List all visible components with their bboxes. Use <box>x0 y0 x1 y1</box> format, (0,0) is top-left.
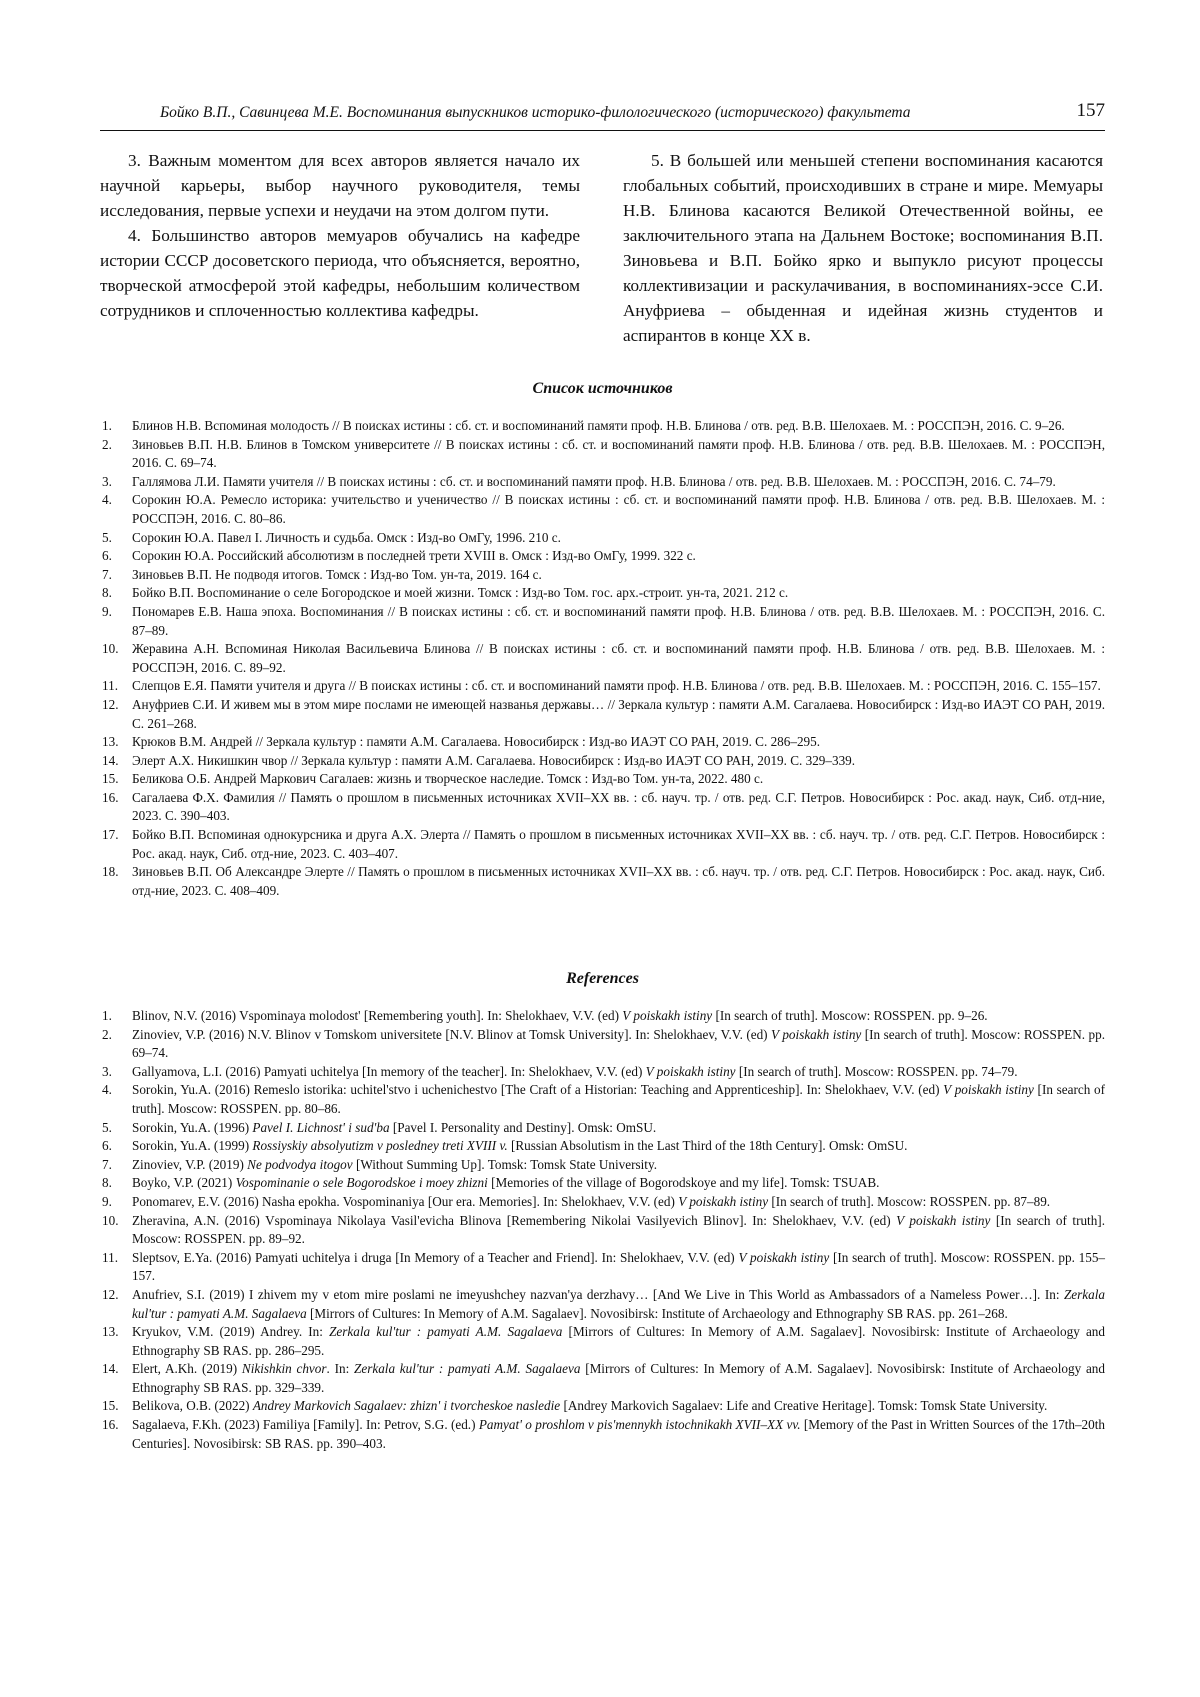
list-item <box>100 1026 1105 1063</box>
list-item <box>100 584 1105 603</box>
reference-text: . In: <box>326 1361 355 1377</box>
reference-text: [In search of truth]. Moscow: ROSSPEN. pp. 87–89. <box>768 1193 1051 1209</box>
reference-text: Зиновьев В.П. Н.В. Блинов в Томском университете // В поисках истины : сб. ст. и воспоминаний памяти проф. Н.В. Блинова / отв. ред. В.В. Шелохаев. М. : РОССПЭН, 2016. С. 69–74. <box>132 436 1105 471</box>
reference-text: Sagalaeva, F.Kh. (2023) Familiya [Family]. In: Petrov, S.G. (ed.) <box>132 1417 479 1433</box>
reference-title-italic: Zerkala kul'tur : pamyati A.M. Sagalaeva <box>132 1286 1105 1321</box>
running-header <box>100 100 1105 131</box>
reference-title-italic: Zerkala kul'tur : pamyati A.M. Sagalaeva <box>329 1324 563 1340</box>
reference-number: 15. <box>102 1398 119 1414</box>
reference-title-italic: Pavel I. Lichnost' i sud'ba <box>252 1119 390 1135</box>
references-list <box>100 1007 1105 1453</box>
reference-text: Sorokin, Yu.A. (2016) Remeslo istorika: uchitel'stvo i uchenichestvo [The Craft of a Historian: Teaching and Apprenticeship]. In: Shelokhaev, V.V. (ed) <box>132 1082 944 1098</box>
reference-number: 3. <box>102 1063 112 1079</box>
reference-number: 7. <box>102 566 112 582</box>
list-item <box>100 863 1105 900</box>
reference-text: Сагалаева Ф.Х. Фамилия // Память о прошлом в письменных источниках XVII–XX вв. : сб. науч. тр. / отв. ред. С.Г. Петров. Новосибирск : Рос. акад. наук, Сиб. отд-ние, 2023. С. 390–403. <box>132 789 1105 824</box>
reference-text: Жеравина А.Н. Вспоминая Николая Васильевича Блинова // В поисках истины : сб. ст. и воспоминаний памяти проф. Н.В. Блинова / отв. ред. В.В. Шелохаев. М. : РОССПЭН, 2016. С. 89–92. <box>132 641 1105 675</box>
reference-title-italic: Ne podvodya itogov <box>247 1156 353 1172</box>
reference-text: Zheravina, A.N. (2016) Vspominaya Nikolaya Vasil'evicha Blinova [Remembering Nikolai Vasilyevich Blinov]. In: Shelokhaev, V.V. (ed) <box>132 1212 897 1228</box>
reference-text: Элерт А.Х. Никишкин чвор // Зеркала культур : памяти А.М. Сагалаева. Новосибирск : Изд-во ИАЭТ СО РАН, 2019. С. 329–339. <box>132 752 856 768</box>
reference-title-italic: Zerkala kul'tur : pamyati A.M. Sagalaeva <box>354 1361 581 1377</box>
reference-title-italic: V poiskakh istiny <box>678 1193 769 1209</box>
reference-text: Бойко В.П. Вспоминая однокурсника и друга А.Х. Элерта // Память о прошлом в письменных источниках XVII–XX вв. : сб. науч. тр. / отв. ред. С.Г. Петров. Новосибирск : Рос. акад. наук, Сиб. отд-ние, 2023. С. 403–407. <box>132 827 1105 861</box>
list-item <box>100 1063 1105 1082</box>
list-item <box>100 529 1105 548</box>
list-item <box>100 789 1105 826</box>
reference-text: Зиновьев В.П. Об Александре Элерте // Память о прошлом в письменных источниках XVII–XX вв. : сб. науч. тр. / отв. ред. С.Г. Петров. Новосибирск : Рос. акад. наук, Сиб. отд-ние, 2023. С. 408–409. <box>132 864 1105 898</box>
body-paragraph: 4. Большинство авторов мемуаров обучались на кафедре истории СССР досоветского периода, что объясняется, вероятно, творческой атмосферой этой кафедры, небольшим количеством сотрудников и сплоченностью коллектива кафедры. <box>100 226 580 320</box>
list-item <box>100 1193 1105 1212</box>
reference-number: 5. <box>102 1119 112 1135</box>
list-item <box>100 1119 1105 1138</box>
reference-title-italic: Andrey Markovich Sagalaev: zhizn' i tvorcheskoe nasledie <box>252 1398 561 1414</box>
list-item <box>100 1397 1105 1416</box>
list-item <box>100 640 1105 677</box>
list-item <box>100 1360 1105 1397</box>
reference-number: 10. <box>102 641 119 657</box>
reference-text: [Without Summing Up]. Tomsk: Tomsk State University. <box>352 1156 657 1172</box>
reference-number: 6. <box>102 548 112 564</box>
list-item <box>100 733 1105 752</box>
reference-text: Boyko, V.P. (2021) <box>132 1175 236 1191</box>
reference-number: 11. <box>102 678 118 694</box>
reference-number: 7. <box>102 1156 112 1172</box>
reference-number: 9. <box>102 603 112 619</box>
reference-number: 12. <box>102 1286 119 1302</box>
reference-number: 15. <box>102 771 119 787</box>
reference-number: 1. <box>102 1008 112 1023</box>
reference-text: [Mirrors of Cultures: In Memory of A.M. Sagalaev]. Novosibirsk: Institute of Archaeology and Ethnography SB RAS. pp. 261–268. <box>306 1305 1008 1321</box>
reference-text: Блинов Н.В. Вспоминая молодость // В поисках истины : сб. ст. и воспоминаний памяти проф. Н.В. Блинова / отв. ред. В.В. Шелохаев. М. : РОССПЭН, 2016. С. 9–26. <box>132 418 1065 433</box>
reference-title-italic: Rossiyskiy absolyutizm v posledney treti XVIII v. <box>252 1138 508 1154</box>
reference-text: Пономарев Е.В. Наша эпоха. Воспоминания // В поисках истины : сб. ст. и воспоминаний памяти проф. Н.В. Блинова / отв. ред. В.В. Шелохаев. М. : РОССПЭН, 2016. С. 87–89. <box>132 603 1105 638</box>
list-item <box>100 1249 1105 1286</box>
reference-number: 4. <box>102 1082 112 1098</box>
reference-title-italic: Vospominanie o sele Bogorodskoe i moey zhizni <box>235 1175 488 1191</box>
reference-text: Зиновьев В.П. Не подводя итогов. Томск : Изд-во Том. ун-та, 2019. 164 с. <box>132 566 542 582</box>
right-column <box>623 148 1103 348</box>
reference-text: Anufriev, S.I. (2019) I zhivem my v etom mire poslami ne imeyushchey nazvan'ya derzhavy… [And We Live in This World as Ambassadors of a Nameless Power…]. In: <box>132 1286 1064 1302</box>
reference-title-italic: V poiskakh istiny <box>645 1063 736 1079</box>
reference-text: [In search of truth]. Moscow: ROSSPEN. pp. 89–92. <box>132 1212 1106 1247</box>
reference-text: Сорокин Ю.А. Павел I. Личность и судьба. Омск : Изд-во ОмГу, 1996. 210 с. <box>132 529 561 545</box>
reference-text: Zinoviev, V.P. (2016) N.V. Blinov v Tomskom universitete [N.V. Blinov at Tomsk University]. In: Shelokhaev, V.V. (ed) <box>132 1026 772 1042</box>
reference-title-italic: Nikishkin chvor <box>241 1361 327 1377</box>
list-item <box>100 1081 1105 1118</box>
reference-number: 10. <box>102 1212 119 1228</box>
reference-number: 9. <box>102 1193 112 1209</box>
list-item <box>100 417 1105 436</box>
reference-number: 18. <box>102 864 119 880</box>
reference-number: 16. <box>102 1417 119 1433</box>
reference-number: 14. <box>102 752 119 768</box>
list-item <box>100 1156 1105 1175</box>
body-paragraph: 3. Важным моментом для всех авторов является начало их научной карьеры, выбор научного руководителя, темы исследования, первые успехи и неудачи на этом долгом пути. <box>100 151 580 220</box>
reference-text: [Russian Absolutism in the Last Third of the 18th Century]. Omsk: OmSU. <box>507 1138 908 1154</box>
reference-title-italic: V poiskakh istiny <box>943 1082 1034 1098</box>
reference-text: Ануфриев С.И. И живем мы в этом мире послами не имеющей названья державы… // Зеркала культур : памяти А.М. Сагалаева. Новосибирск : Изд-во ИАЭТ СО РАН, 2019. С. 261–268. <box>132 696 1105 731</box>
reference-text: Elert, A.Kh. (2019) <box>132 1361 242 1377</box>
reference-number: 12. <box>102 696 119 712</box>
list-item <box>100 566 1105 585</box>
reference-text: Ponomarev, E.V. (2016) Nasha epokha. Vospominaniya [Our era. Memories]. In: Shelokhaev, V.V. (ed) <box>132 1193 679 1209</box>
list-item <box>100 436 1105 473</box>
reference-text: [Mirrors of Cultures: In Memory of A.M. Sagalaev]. Novosibirsk: Institute of Archaeology and Ethnography SB RAS. pp. 329–339. <box>132 1361 1105 1395</box>
reference-title-italic: V poiskakh istiny <box>896 1212 991 1228</box>
reference-text: Gallyamova, L.I. (2016) Pamyati uchitelya [In memory of the teacher]. In: Shelokhaev, V.V. (ed) <box>132 1063 646 1079</box>
page-number: 157 <box>1076 100 1105 121</box>
reference-number: 8. <box>102 1175 112 1191</box>
reference-number: 1. <box>102 418 112 433</box>
reference-number: 2. <box>102 1026 112 1042</box>
reference-text: [Andrey Markovich Sagalaev: Life and Creative Heritage]. Tomsk: Tomsk State University. <box>560 1398 1048 1414</box>
list-item <box>100 1212 1105 1249</box>
list-item <box>100 1416 1105 1453</box>
list-item <box>100 473 1105 492</box>
list-item <box>100 547 1105 566</box>
list-item <box>100 1137 1105 1156</box>
reference-text: Беликова О.Б. Андрей Маркович Сагалаев: жизнь и творческое наследие. Томск : Изд-во Том. ун-та, 2022. 480 с. <box>132 771 764 787</box>
reference-number: 17. <box>102 827 119 843</box>
reference-text: [In search of truth]. Moscow: ROSSPEN. pp. 74–79. <box>735 1063 1018 1079</box>
reference-text: Sleptsov, E.Ya. (2016) Pamyati uchitelya i druga [In Memory of a Teacher and Friend]. In: Shelokhaev, V.V. (ed) <box>132 1249 739 1265</box>
list-item <box>100 1007 1105 1026</box>
reference-text: Бойко В.П. Воспоминание о селе Богородское и моей жизни. Томск : Изд-во Том. гос. арх.-строит. ун-та, 2021. 212 с. <box>132 585 789 601</box>
list-item <box>100 603 1105 640</box>
reference-text: [In search of truth]. Moscow: ROSSPEN. pp. 80–86. <box>132 1082 1105 1116</box>
reference-number: 13. <box>102 734 119 750</box>
list-item <box>100 1286 1105 1323</box>
reference-text: [In search of truth]. Moscow: ROSSPEN. pp. 69–74. <box>132 1026 1105 1061</box>
running-title: Бойко В.П., Савинцева М.Е. Воспоминания выпускников историко-филологического (исторического) факультета <box>160 104 911 121</box>
reference-number: 4. <box>102 492 112 508</box>
reference-text: Галлямова Л.И. Памяти учителя // В поисках истины : сб. ст. и воспоминаний памяти проф. Н.В. Блинова / отв. ред. В.В. Шелохаев. М. : РОССПЭН, 2016. С. 74–79. <box>132 473 1056 489</box>
reference-number: 8. <box>102 585 112 601</box>
reference-number: 2. <box>102 436 112 452</box>
reference-title-italic: V poiskakh istiny <box>738 1249 830 1265</box>
left-column <box>100 148 580 323</box>
reference-text: [Memories of the village of Bogorodskoye and my life]. Tomsk: TSUAB. <box>487 1175 880 1191</box>
reference-number: 5. <box>102 529 112 545</box>
reference-text: [In search of truth]. Moscow: ROSSPEN. pp. 9–26. <box>712 1008 988 1023</box>
reference-number: 11. <box>102 1249 118 1265</box>
reference-text: [Mirrors of Cultures: In Memory of A.M. Sagalaev]. Novosibirsk: Institute of Archaeology and Ethnography SB RAS. pp. 286–295. <box>132 1324 1105 1358</box>
reference-text: Sorokin, Yu.A. (1999) <box>132 1138 253 1154</box>
sources-list <box>100 417 1105 900</box>
list-item <box>100 1174 1105 1193</box>
list-item <box>100 752 1105 771</box>
list-item <box>100 770 1105 789</box>
reference-title-italic: Pamyat' o proshlom v pis'mennykh istochnikakh XVII–XX vv. <box>478 1417 801 1433</box>
reference-number: 6. <box>102 1138 112 1154</box>
reference-text: [In search of truth]. Moscow: ROSSPEN. pp. 155–157. <box>132 1249 1106 1284</box>
reference-number: 16. <box>102 789 119 805</box>
list-item <box>100 1323 1105 1360</box>
reference-text: Сорокин Ю.А. Ремесло историка: учительство и ученичество // В поисках истины : сб. ст. и воспоминаний памяти проф. Н.В. Блинова / отв. ред. В.В. Шелохаев. М. : РОССПЭН, 2016. С. 80–86. <box>132 492 1105 526</box>
reference-text: Blinov, N.V. (2016) Vspominaya molodost' [Remembering youth]. In: Shelokhaev, V.V. (ed) <box>132 1008 623 1023</box>
list-item <box>100 677 1105 696</box>
reference-text: Крюков В.М. Андрей // Зеркала культур : памяти А.М. Сагалаева. Новосибирск : Изд-во ИАЭТ СО РАН, 2019. С. 286–295. <box>132 734 821 750</box>
references-title: References <box>566 970 639 987</box>
body-paragraph: 5. В большей или меньшей степени воспоминания касаются глобальных событий, происходивших в стране и мире. Мемуары Н.В. Блинова касаются Великой Отечественной войны, ее заключительного этапа на Дальнем Востоке; воспоминания В.П. Зиновьева и В.П. Бойко ярко и выпукло рисуют процессы коллективизации и раскулачивания, в воспоминаниях-эссе С.И. Ануфриева – обыденная и идейная жизнь студентов и аспирантов в конце XX в. <box>623 151 1103 345</box>
reference-text: Zinoviev, V.P. (2019) <box>132 1156 248 1172</box>
reference-text: Слепцов Е.Я. Памяти учителя и друга // В поисках истины : сб. ст. и воспоминаний памяти проф. Н.В. Блинова / отв. ред. В.В. Шелохаев. М. : РОССПЭН, 2016. С. 155–157. <box>132 678 1101 694</box>
reference-text: Belikova, O.B. (2022) <box>132 1398 253 1414</box>
list-item <box>100 826 1105 863</box>
reference-number: 13. <box>102 1324 119 1340</box>
reference-number: 14. <box>102 1361 119 1377</box>
list-item <box>100 696 1105 733</box>
reference-title-italic: V poiskakh istiny <box>771 1026 862 1042</box>
list-item <box>100 491 1105 528</box>
reference-text: [Memory of the Past in Written Sources of the 17th–20th Centuries]. Novosibirsk: SB RAS. pp. 390–403. <box>132 1417 1105 1451</box>
sources-title: Список источников <box>532 380 673 397</box>
reference-title-italic: V poiskakh istiny <box>622 1008 713 1023</box>
reference-text: Sorokin, Yu.A. (1996) <box>132 1119 253 1135</box>
reference-text: Сорокин Ю.А. Российский абсолютизм в последней трети XVIII в. Омск : Изд-во ОмГу, 1999. 322 с. <box>132 548 696 564</box>
reference-text: [Pavel I. Personality and Destiny]. Omsk: OmSU. <box>389 1119 657 1135</box>
reference-number: 3. <box>102 473 112 489</box>
reference-text: Kryukov, V.M. (2019) Andrey. In: <box>132 1324 330 1340</box>
